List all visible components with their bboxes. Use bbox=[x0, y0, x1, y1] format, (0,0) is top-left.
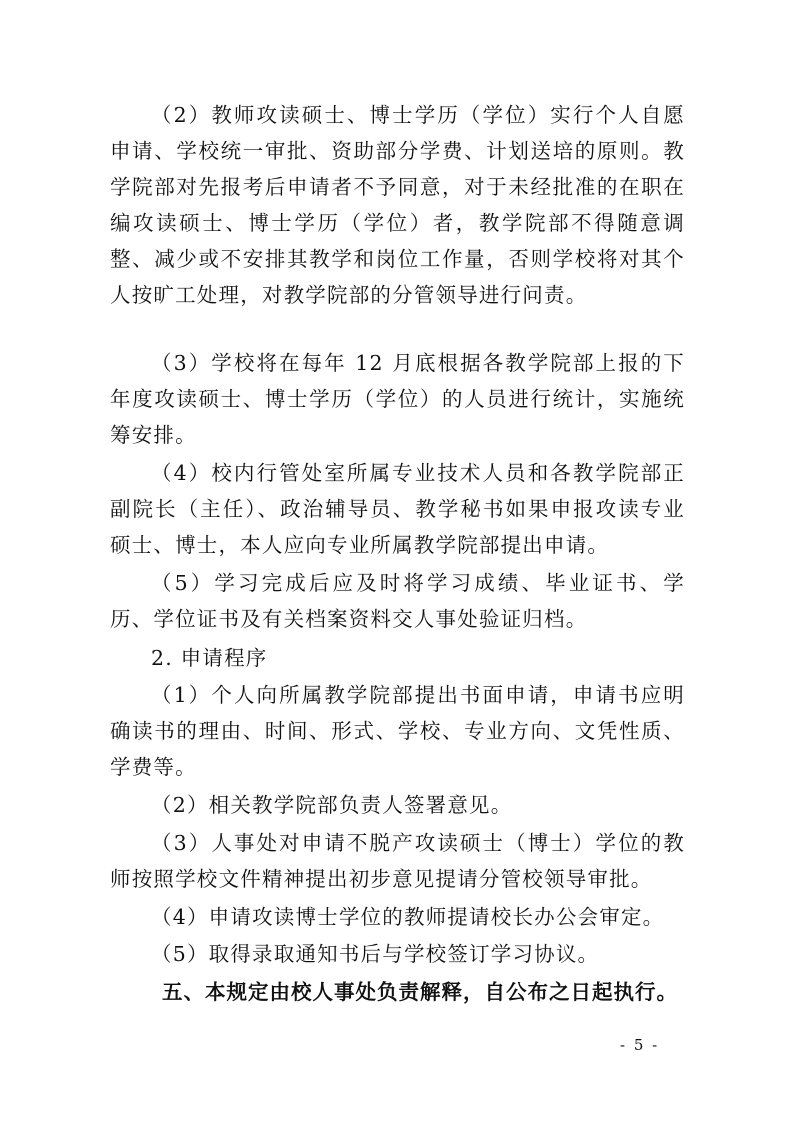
page-number: - 5 - bbox=[620, 1036, 660, 1054]
section-heading-application-procedure: 2. 申请程序 bbox=[151, 646, 268, 670]
procedure-step-4: （4）申请攻读博士学位的教师提请校长办公会审定。 bbox=[151, 905, 665, 929]
procedure-step-1: （1）个人向所属教学院部提出书面申请，申请书应明确读书的理由、时间、形式、学校、专业方向、文凭性质、学费等。 bbox=[110, 683, 685, 779]
closing-clause: 五、本规定由校人事处负责解释，自公布之日起执行。 bbox=[162, 980, 678, 1004]
procedure-step-2: （2）相关教学院部负责人签署意见。 bbox=[151, 793, 513, 817]
paragraph-5-archiving: （5）学习完成后应及时将学习成绩、毕业证书、学历、学位证书及有关档案资料交人事处验证归档。 bbox=[110, 571, 685, 631]
paragraph-2-degree-principles: （2）教师攻读硕士、博士学历（学位）实行个人自愿申请、学校统一审批、资助部分学费、计划送培的原则。教学院部对先报考后申请者不予同意，对于未经批准的在职在编攻读硕士、博士学历（学位）者，教学院部不得随意调整、减少或不安排其教学和岗位工作量，否则学校将对其个人按旷工处理，对教学院部的分管领导进行问责。 bbox=[110, 103, 685, 307]
paragraph-3-annual-statistics: （3）学校将在每年 12 月底根据各教学院部上报的下年度攻读硕士、博士学历（学位）的人员进行统计，实施统筹安排。 bbox=[110, 351, 685, 447]
procedure-step-5: （5）取得录取通知书后与学校签订学习协议。 bbox=[151, 942, 600, 966]
paragraph-4-staff-application: （4）校内行管处室所属专业技术人员和各教学院部正副院长（主任）、政治辅导员、教学秘书如果申报攻读专业硕士、博士，本人应向专业所属教学院部提出申请。 bbox=[110, 461, 685, 557]
procedure-step-3: （3）人事处对申请不脱产攻读硕士（博士）学位的教师按照学校文件精神提出初步意见提请分管校领导审批。 bbox=[110, 831, 685, 891]
